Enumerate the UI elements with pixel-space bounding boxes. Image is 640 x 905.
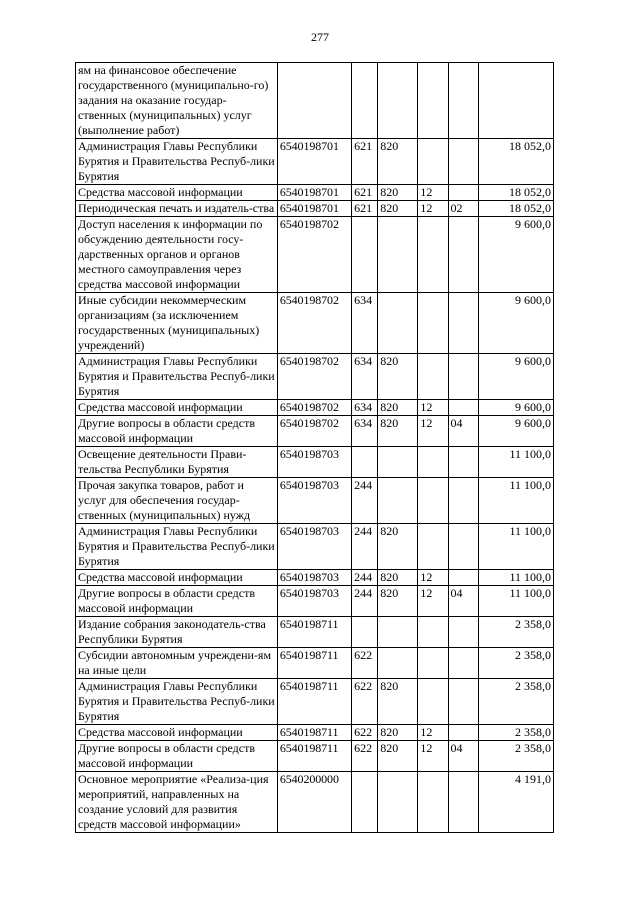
row-name-cell: Администрация Главы Республики Бурятия и Правительства Респуб-лики Бурятия	[76, 524, 278, 570]
row-name-cell: Другие вопросы в области средств массовой информации	[76, 586, 278, 617]
department-code-cell: 820	[378, 139, 418, 185]
department-code-cell	[378, 63, 418, 139]
section-code-cell: 12	[418, 400, 448, 416]
table-row	[76, 185, 554, 201]
expense-type-cell: 244	[352, 570, 378, 586]
target-article-cell: 6540198701	[277, 139, 351, 185]
department-code-cell: 820	[378, 725, 418, 741]
table-row	[76, 354, 554, 400]
target-article-cell: 6540198702	[277, 416, 351, 447]
table-row	[76, 524, 554, 570]
amount-cell: 2 358,0	[478, 617, 553, 648]
amount-cell: 9 600,0	[478, 217, 553, 293]
expense-type-cell: 634	[352, 293, 378, 354]
department-code-cell	[378, 293, 418, 354]
table-row	[76, 293, 554, 354]
section-code-cell: 12	[418, 725, 448, 741]
expense-type-cell: 621	[352, 201, 378, 217]
department-code-cell: 820	[378, 524, 418, 570]
department-code-cell: 820	[378, 185, 418, 201]
target-article-cell: 6540198702	[277, 293, 351, 354]
table-row	[76, 648, 554, 679]
amount-cell: 2 358,0	[478, 648, 553, 679]
amount-cell: 11 100,0	[478, 524, 553, 570]
subsection-code-cell	[448, 570, 478, 586]
row-name-cell: Освещение деятельности Прави-тельства Республики Бурятия	[76, 447, 278, 478]
subsection-code-cell	[448, 447, 478, 478]
department-code-cell: 820	[378, 354, 418, 400]
amount-cell: 18 052,0	[478, 185, 553, 201]
department-code-cell: 820	[378, 741, 418, 772]
table-row	[76, 201, 554, 217]
section-code-cell	[418, 354, 448, 400]
department-code-cell	[378, 772, 418, 833]
department-code-cell: 820	[378, 570, 418, 586]
table-row	[76, 217, 554, 293]
row-name-cell: Издание собрания законодатель-ства Республики Бурятия	[76, 617, 278, 648]
expense-type-cell	[352, 772, 378, 833]
subsection-code-cell: 02	[448, 201, 478, 217]
expense-type-cell: 622	[352, 725, 378, 741]
expense-type-cell: 622	[352, 741, 378, 772]
table-row	[76, 400, 554, 416]
row-name-cell: ям на финансовое обеспечение государственного (муниципально-го) задания на оказание государ-ственных (муниципальных) услуг (выполнение работ)	[76, 63, 278, 139]
department-code-cell: 820	[378, 586, 418, 617]
table-row	[76, 725, 554, 741]
amount-cell: 11 100,0	[478, 478, 553, 524]
target-article-cell: 6540198711	[277, 679, 351, 725]
subsection-code-cell: 04	[448, 586, 478, 617]
expense-type-cell: 244	[352, 524, 378, 570]
target-article-cell: 6540198703	[277, 524, 351, 570]
row-name-cell: Администрация Главы Республики Бурятия и Правительства Респуб-лики Бурятия	[76, 139, 278, 185]
department-code-cell: 820	[378, 201, 418, 217]
amount-cell: 11 100,0	[478, 586, 553, 617]
row-name-cell: Администрация Главы Республики Бурятия и Правительства Респуб-лики Бурятия	[76, 679, 278, 725]
department-code-cell	[378, 478, 418, 524]
section-code-cell	[418, 772, 448, 833]
subsection-code-cell	[448, 139, 478, 185]
subsection-code-cell	[448, 679, 478, 725]
subsection-code-cell	[448, 725, 478, 741]
table-row	[76, 617, 554, 648]
table-row	[76, 63, 554, 139]
department-code-cell	[378, 447, 418, 478]
target-article-cell: 6540198703	[277, 478, 351, 524]
table-row	[76, 570, 554, 586]
row-name-cell: Другие вопросы в области средств массовой информации	[76, 741, 278, 772]
department-code-cell: 820	[378, 400, 418, 416]
department-code-cell	[378, 648, 418, 679]
expense-type-cell: 244	[352, 586, 378, 617]
section-code-cell	[418, 679, 448, 725]
row-name-cell: Средства массовой информации	[76, 570, 278, 586]
section-code-cell	[418, 447, 448, 478]
amount-cell: 11 100,0	[478, 447, 553, 478]
target-article-cell: 6540198711	[277, 725, 351, 741]
section-code-cell: 12	[418, 201, 448, 217]
row-name-cell: Основное мероприятие «Реализа-ция мероприятий, направленных на создание условий для развития средств массовой информации»	[76, 772, 278, 833]
target-article-cell: 6540198702	[277, 400, 351, 416]
row-name-cell: Администрация Главы Республики Бурятия и Правительства Респуб-лики Бурятия	[76, 354, 278, 400]
row-name-cell: Доступ населения к информации по обсуждению деятельности госу-дарственных органов и органов местного самоуправления через средства массовой информации	[76, 217, 278, 293]
target-article-cell: 6540200000	[277, 772, 351, 833]
section-code-cell	[418, 293, 448, 354]
amount-cell: 9 600,0	[478, 293, 553, 354]
subsection-code-cell	[448, 648, 478, 679]
department-code-cell	[378, 617, 418, 648]
section-code-cell: 12	[418, 185, 448, 201]
table-row	[76, 772, 554, 833]
section-code-cell	[418, 63, 448, 139]
department-code-cell	[378, 217, 418, 293]
page-number: 277	[311, 30, 329, 44]
subsection-code-cell: 04	[448, 741, 478, 772]
department-code-cell: 820	[378, 416, 418, 447]
amount-cell: 18 052,0	[478, 201, 553, 217]
expense-type-cell: 634	[352, 416, 378, 447]
section-code-cell	[418, 139, 448, 185]
table-row	[76, 741, 554, 772]
amount-cell: 2 358,0	[478, 679, 553, 725]
section-code-cell	[418, 478, 448, 524]
row-name-cell: Периодическая печать и издатель-ства	[76, 201, 278, 217]
subsection-code-cell	[448, 617, 478, 648]
expense-type-cell	[352, 63, 378, 139]
subsection-code-cell	[448, 293, 478, 354]
budget-table-body	[76, 63, 554, 833]
table-row	[76, 679, 554, 725]
expense-type-cell: 622	[352, 648, 378, 679]
subsection-code-cell	[448, 354, 478, 400]
amount-cell: 2 358,0	[478, 741, 553, 772]
amount-cell: 9 600,0	[478, 416, 553, 447]
expense-type-cell	[352, 217, 378, 293]
expense-type-cell: 621	[352, 185, 378, 201]
amount-cell: 4 191,0	[478, 772, 553, 833]
expense-type-cell	[352, 617, 378, 648]
target-article-cell: 6540198703	[277, 570, 351, 586]
expense-type-cell: 634	[352, 354, 378, 400]
section-code-cell: 12	[418, 741, 448, 772]
section-code-cell	[418, 617, 448, 648]
target-article-cell: 6540198711	[277, 648, 351, 679]
section-code-cell	[418, 524, 448, 570]
subsection-code-cell	[448, 772, 478, 833]
subsection-code-cell	[448, 217, 478, 293]
subsection-code-cell	[448, 524, 478, 570]
target-article-cell: 6540198711	[277, 741, 351, 772]
subsection-code-cell	[448, 185, 478, 201]
section-code-cell: 12	[418, 570, 448, 586]
amount-cell: 9 600,0	[478, 354, 553, 400]
department-code-cell: 820	[378, 679, 418, 725]
table-row	[76, 478, 554, 524]
target-article-cell: 6540198703	[277, 586, 351, 617]
amount-cell: 11 100,0	[478, 570, 553, 586]
amount-cell: 2 358,0	[478, 725, 553, 741]
expense-type-cell: 622	[352, 679, 378, 725]
target-article-cell: 6540198711	[277, 617, 351, 648]
target-article-cell: 6540198702	[277, 217, 351, 293]
expense-type-cell: 244	[352, 478, 378, 524]
table-row	[76, 139, 554, 185]
target-article-cell	[277, 63, 351, 139]
section-code-cell	[418, 217, 448, 293]
expense-type-cell: 621	[352, 139, 378, 185]
amount-cell: 9 600,0	[478, 400, 553, 416]
amount-cell: 18 052,0	[478, 139, 553, 185]
target-article-cell: 6540198703	[277, 447, 351, 478]
row-name-cell: Субсидии автономным учреждени-ям на иные цели	[76, 648, 278, 679]
subsection-code-cell	[448, 478, 478, 524]
row-name-cell: Другие вопросы в области средств массовой информации	[76, 416, 278, 447]
table-row	[76, 586, 554, 617]
target-article-cell: 6540198702	[277, 354, 351, 400]
row-name-cell: Средства массовой информации	[76, 185, 278, 201]
table-row	[76, 447, 554, 478]
expense-type-cell: 634	[352, 400, 378, 416]
budget-table	[75, 62, 554, 833]
row-name-cell: Прочая закупка товаров, работ и услуг для обеспечения государ-ственных (муниципальных) нужд	[76, 478, 278, 524]
section-code-cell: 12	[418, 586, 448, 617]
row-name-cell: Средства массовой информации	[76, 400, 278, 416]
target-article-cell: 6540198701	[277, 201, 351, 217]
amount-cell	[478, 63, 553, 139]
subsection-code-cell	[448, 63, 478, 139]
subsection-code-cell: 04	[448, 416, 478, 447]
subsection-code-cell	[448, 400, 478, 416]
section-code-cell	[418, 648, 448, 679]
row-name-cell: Средства массовой информации	[76, 725, 278, 741]
target-article-cell: 6540198701	[277, 185, 351, 201]
section-code-cell: 12	[418, 416, 448, 447]
row-name-cell: Иные субсидии некоммерческим организациям (за исключением государственных (муниципальных) учреждений)	[76, 293, 278, 354]
expense-type-cell	[352, 447, 378, 478]
table-row	[76, 416, 554, 447]
